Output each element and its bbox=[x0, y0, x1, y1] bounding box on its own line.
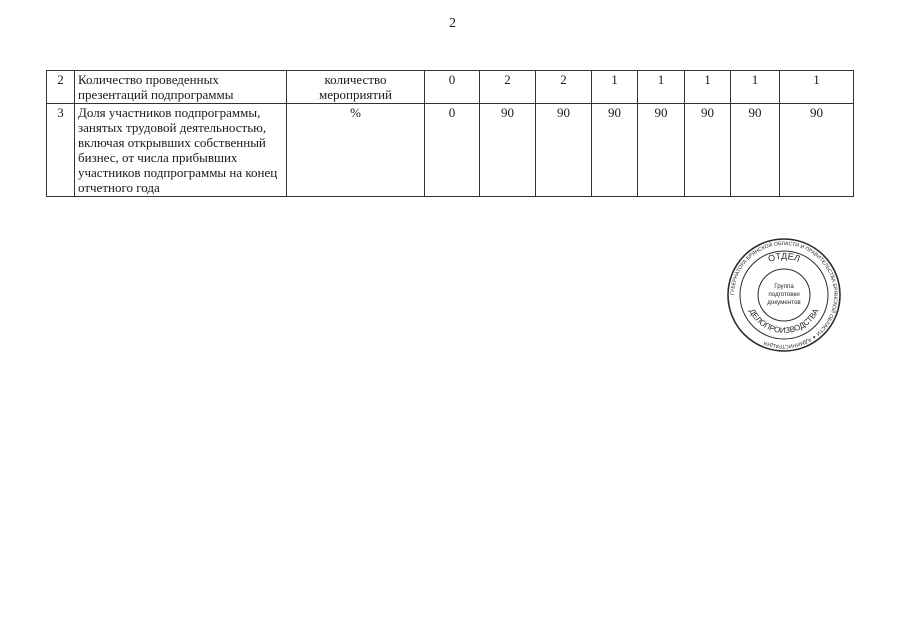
stamp-seal bbox=[726, 237, 842, 353]
indicator-value: 90 bbox=[731, 104, 780, 197]
table-row bbox=[47, 71, 854, 104]
unit-of-measure: количество мероприятий bbox=[287, 71, 425, 104]
indicator-value: 2 bbox=[480, 71, 536, 104]
indicator-value: 1 bbox=[731, 71, 780, 104]
indicator-name: Доля участников подпрограммы, занятых трудовой деятельностью, включая открывших собственный бизнес, от числа прибывших участников подпрограммы на конец отчетного года bbox=[75, 104, 287, 197]
indicator-value: 90 bbox=[592, 104, 638, 197]
indicator-value: 1 bbox=[685, 71, 731, 104]
stamp-outer-text: ГУБЕРНАТОРА БРЯНСКОЙ ОБЛАСТИ И ПРАВИТЕЛЬСТВА БРЯНСКОЙ ОБЛАСТИ ✦ АДМИНИСТРАЦИЯ bbox=[729, 240, 839, 350]
indicator-value: 0 bbox=[425, 104, 480, 197]
table-body bbox=[47, 71, 854, 197]
stamp-center-line: подготовки bbox=[768, 291, 800, 298]
stamp-inner-bottom: ДЕЛОПРОИЗВОДСТВА bbox=[747, 307, 821, 336]
indicator-value: 90 bbox=[536, 104, 592, 197]
indicator-value: 90 bbox=[780, 104, 854, 197]
indicator-value: 1 bbox=[780, 71, 854, 104]
indicator-value: 1 bbox=[592, 71, 638, 104]
indicator-value: 90 bbox=[638, 104, 685, 197]
page-number: 2 bbox=[449, 16, 456, 31]
indicator-value: 0 bbox=[425, 71, 480, 104]
table-row bbox=[47, 104, 854, 197]
row-number: 3 bbox=[47, 104, 75, 197]
indicators-table bbox=[46, 70, 854, 197]
indicator-value: 90 bbox=[480, 104, 536, 197]
indicator-name: Количество проведенных презентаций подпрограммы bbox=[75, 71, 287, 104]
stamp-inner-top: ОТДЕЛ bbox=[766, 250, 802, 264]
unit-of-measure: % bbox=[287, 104, 425, 197]
stamp-center-line: документов bbox=[767, 299, 801, 306]
stamp-center-text bbox=[767, 283, 801, 306]
stamp-center-line: Группа bbox=[774, 283, 794, 290]
row-number: 2 bbox=[47, 71, 75, 104]
indicator-value: 1 bbox=[638, 71, 685, 104]
indicator-value: 90 bbox=[685, 104, 731, 197]
indicator-value: 2 bbox=[536, 71, 592, 104]
